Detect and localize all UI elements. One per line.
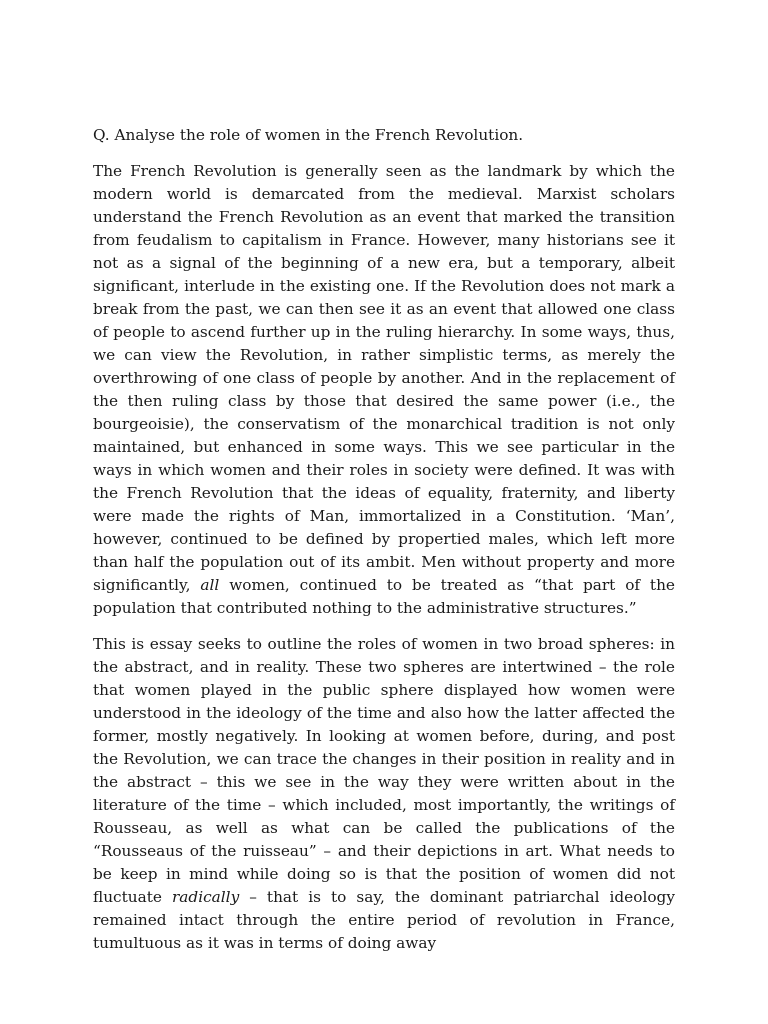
paragraph-2-text: This is essay seeks to outline the roles of women in two broad spheres: in the abstract, and in reality. These two spheres are intertwined – the role that women played in the public sphere displayed how women were understood in the ideology of the time and also how the latter affected the former, mostly negatively. In looking at women before, during, and post the Revolution, we can trace the changes in their position in reality and in the abstract – this we see in the way they were written about in the literature of the time – which included, most importantly, the writings of Rousseau, as well as what can be called the publications of the “Rousseaus of the ruisseau” – and their depictions in art. What needs to be keep in mind while doing so is that the position of women did not fluctuate [93,635,675,906]
document-page [93,124,675,968]
paragraph-1-text: The French Revolution is generally seen as the landmark by which the modern world is demarcated from the medieval. Marxist scholars understand the French Revolution as an event that marked the transition from feudalism to capitalism in France. However, many historians see it not as a signal of the beginning of a new era, but a temporary, albeit significant, interlude in the existing one. If the Revolution does not mark a break from the past, we can then see it as an event that allowed one class of people to ascend further up in the ruling hierarchy. In some ways, thus, we can view the Revolution, in rather simplistic terms, as merely the overthrowing of one class of people by another. And in the replacement of the then ruling class by those that desired the same power (i.e., the bourgeoisie), the conservatism of the monarchical tradition is not only maintained, but enhanced in some ways. This we see particular in the ways in which women and their roles in society were defined. It was with the French Revolution that the ideas of equality, fraternity, and liberty were made the rights of Man, immortalized in a Constitution. ‘Man’, however, continued to be defined by propertied males, which left more than half the population out of its ambit. Men without property and more significantly, [93,162,675,594]
paragraph-2-text-end: – that is to say, the dominant patriarchal ideology remained intact through the entire period of revolution in France, tumultuous as it was in terms of doing away [93,888,675,952]
paragraph-1-emphasis: all [200,576,220,594]
paragraph-2-emphasis: radically [171,888,240,906]
paragraph-1 [93,160,675,620]
paragraph-2 [93,633,675,955]
paragraph-1-text-end: women, continued to be treated as “that part of the population that contributed nothing to the administrative structures.” [93,576,675,617]
question-heading: Q. Analyse the role of women in the French Revolution. [93,126,524,144]
